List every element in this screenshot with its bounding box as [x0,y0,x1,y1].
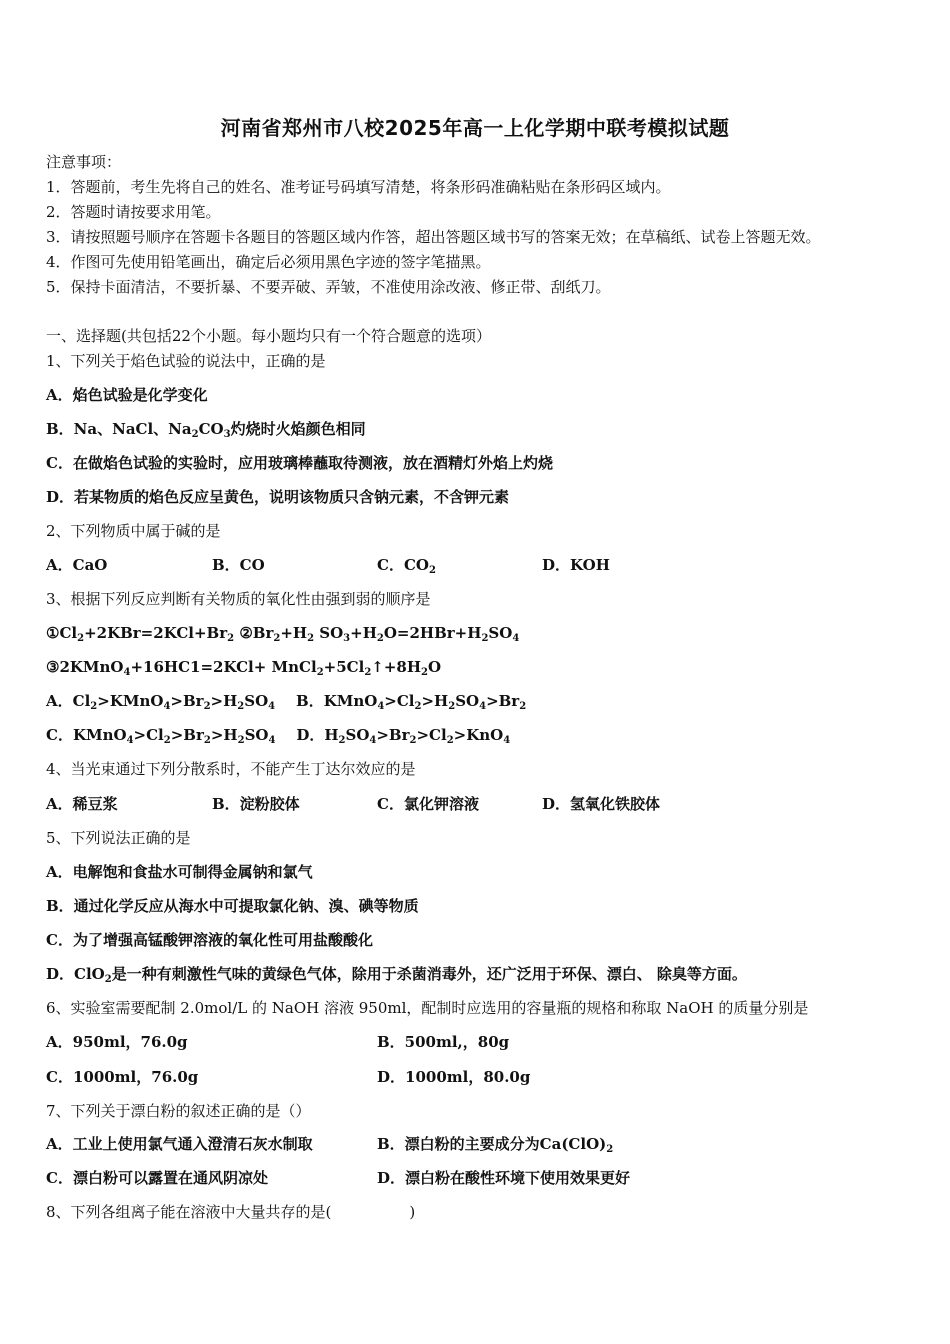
notice-heading: 注意事项： [46,153,122,171]
q3-options-ab: A．$Cl_2>KMnO_4>Br_2>H_2SO_4$ B．$KMnO_4>Cl_2>H_2SO_4>Br_2$ [46,692,527,712]
q8-stem: 8、下列各组离子能在溶液中大量共存的是( ) [46,1203,416,1221]
q3-options-cd: C．$KMnO_4>Cl_2>Br_2>H_2SO_4$ D．$H_2SO_4>Br_2>Cl_2>KnO_4$ [46,726,511,746]
q2-option-d: D．KOH [542,556,610,574]
q3-reaction-2: ③2KMnO$_4$+16HC1=2KCl+ $MnCl_2+5Cl_2↑+8H_2O$ [46,658,442,678]
q1-option-b: B．Na、NaCl、$Na_2CO_3$灼烧时火焰颜色相同 [46,420,366,440]
q6-option-d: D．1000ml，80.0g [377,1068,531,1086]
q6-option-b: B．500ml,，80g [377,1033,510,1051]
q4-stem: 4、当光束通过下列分散系时，不能产生丁达尔效应的是 [46,760,416,778]
q5-option-d: D．ClO$_2$是一种有刺激性气味的黄绿色气体，除用于杀菌消毒外，还广泛用于环保、漂白、 除臭等方面。 [46,965,747,985]
q1-option-d: D．若某物质的焰色反应呈黄色，说明该物质只含钠元素，不含钾元素 [46,488,510,506]
q7-option-d: D．漂白粉在酸性环境下使用效果更好 [377,1169,631,1187]
q2-option-b: B．CO [212,556,265,574]
q1-option-c: C．在做焰色试验的实验时，应用玻璃棒蘸取待测液，放在酒精灯外焰上灼烧 [46,454,553,472]
q1-option-a: A．焰色试验是化学变化 [46,386,208,404]
q7-option-a: A．工业上使用氯气通入澄清石灰水制取 [46,1135,313,1153]
section-heading: 一、选择题(共包括22个小题。每小题均只有一个符合题意的选项） [46,327,491,345]
q3-stem: 3、根据下列反应判断有关物质的氧化性由强到弱的顺序是 [46,590,431,608]
q6-option-c: C．1000ml，76.0g [46,1068,199,1086]
q4-option-a: A．稀豆浆 [46,795,118,813]
q3-reaction-1: $①Cl_2+2KBr=2KCl+Br_2$ $②Br_2+H_2$ $SO_3+H_2O=2HBr+H_2SO_4$ [46,624,520,644]
q1-stem: 1、下列关于焰色试验的说法中，正确的是 [46,352,326,370]
notice-item-3: 3．请按照题号顺序在答题卡各题目的答题区域内作答，超出答题区域书写的答案无效；在草稿纸、试卷上答题无效。 [46,228,821,246]
notice-item-2: 2．答题时请按要求用笔。 [46,203,221,221]
q6-option-a: A．950ml，76.0g [46,1033,188,1051]
q7-option-c: C．漂白粉可以露置在通风阴凉处 [46,1169,268,1187]
q5-option-a: A．电解饱和食盐水可制得金属钠和氯气 [46,863,313,881]
notice-item-5: 5．保持卡面清洁，不要折暴、不要弄破、弄皱，不准使用涂改液、修正带、刮纸刀。 [46,278,611,296]
q2-option-a: A．CaO [46,556,108,574]
q2-stem: 2、下列物质中属于碱的是 [46,522,221,540]
page-title: 河南省郑州市八校2025年高一上化学期中联考模拟试题 [220,116,730,140]
q4-option-d: D．氢氧化铁胶体 [542,795,661,813]
notice-item-4: 4．作图可先使用铅笔画出，确定后必须用黑色字迹的签字笔描黑。 [46,253,491,271]
q6-stem: 6、实验室需要配制 2.0mol/L 的 NaOH 溶液 950ml，配制时应选用的容量瓶的规格和称取 NaOH 的质量分别是 [46,999,809,1017]
q5-option-c: C．为了增强高锰酸钾溶液的氧化性可用盐酸酸化 [46,931,373,949]
q4-option-c: C．氯化钾溶液 [377,795,479,813]
q7-option-b: B．漂白粉的主要成分为$Ca(ClO)_2$ [377,1135,614,1155]
q7-stem: 7、下列关于漂白粉的叙述正确的是（） [46,1102,311,1120]
q5-stem: 5、下列说法正确的是 [46,829,191,847]
notice-item-1: 1．答题前，考生先将自己的姓名、准考证号码填写清楚，将条形码准确粘贴在条形码区域内。 [46,178,671,196]
q2-option-c: C．$CO_2$ [377,556,436,576]
q5-option-b: B．通过化学反应从海水中可提取氯化钠、溴、碘等物质 [46,897,419,915]
q4-option-b: B．淀粉胶体 [212,795,300,813]
